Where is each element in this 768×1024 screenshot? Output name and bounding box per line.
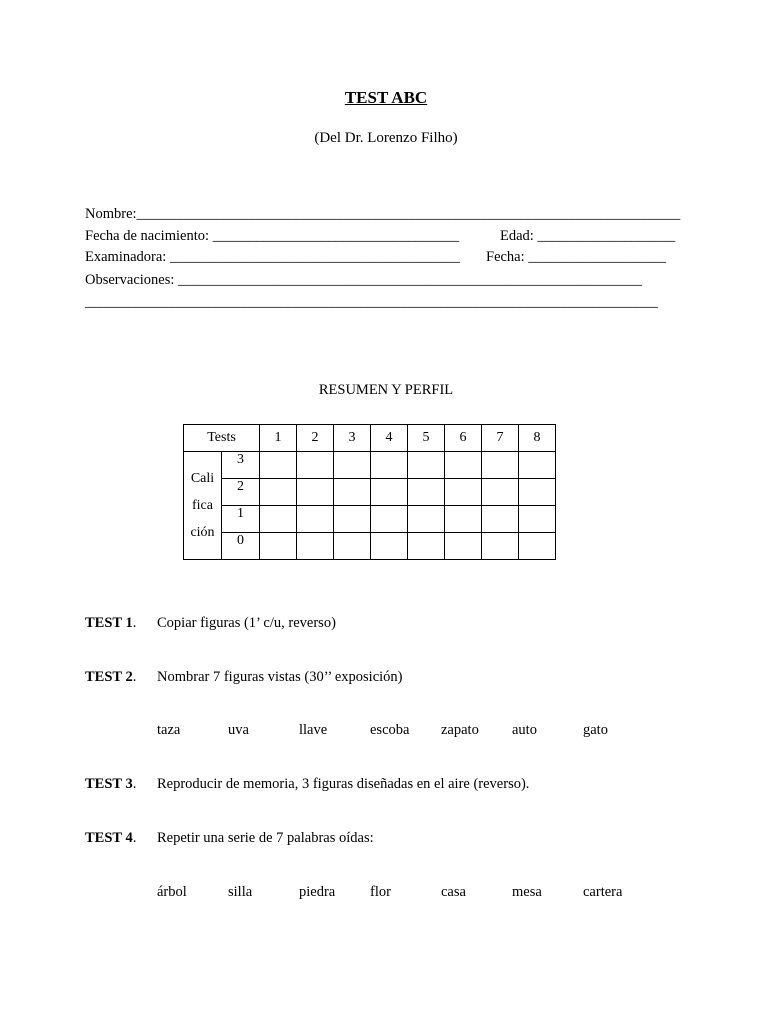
test-4-word: silla [228,884,253,900]
test-column-header: 1 [260,425,297,452]
test-4-word: piedra [299,884,336,900]
test-2-word: llave [299,722,328,738]
test-2-description: Nombrar 7 figuras vistas (30’’ exposición) [157,669,403,685]
test-column-header: 3 [334,425,371,452]
table-row [184,506,556,533]
test-4-description: Repetir una serie de 7 palabras oídas: [157,830,374,846]
grid-cell [519,479,556,506]
score-cell: 2 [222,479,260,506]
grid-cell [482,452,519,479]
tests-header-cell: Tests [184,425,260,452]
grid-cell [334,452,371,479]
grid-cell [371,506,408,533]
test-4-word: casa [441,884,466,900]
test-2-word: uva [228,722,249,738]
grid-cell [482,506,519,533]
calificacion-label-line: fica [192,498,213,513]
table-header-row [184,425,556,452]
test-1-description: Copiar figuras (1’ c/u, reverso) [157,615,336,631]
score-cell: 1 [222,506,260,533]
score-cell: 0 [222,533,260,560]
observaciones-field: Observaciones: ________________________________________________________________ [85,272,643,288]
observaciones-continuation-line: _______________________________________________________________________________ [85,294,658,310]
test-4-word: árbol [157,884,187,900]
grid-cell [519,533,556,560]
grid-cell [445,506,482,533]
grid-cell [371,533,408,560]
test-column-header: 8 [519,425,556,452]
test-2-word: taza [157,722,181,738]
grid-cell [297,479,334,506]
grid-cell [334,479,371,506]
grid-cell [260,533,297,560]
grid-cell [297,506,334,533]
grid-cell [260,506,297,533]
grid-cell [408,479,445,506]
test-2-word: escoba [370,722,410,738]
fecha-field: Fecha: ___________________ [486,249,667,265]
summary-title: RESUMEN Y PERFIL [318,382,454,398]
calificacion-label-line: ción [190,525,215,540]
test-3-description: Reproducir de memoria, 3 figuras diseñadas en el aire (reverso). [157,776,530,792]
grid-cell [371,479,408,506]
grid-cell [445,479,482,506]
table-row [184,479,556,506]
test-column-header: 4 [371,425,408,452]
test-2-label: TEST 2. [85,669,137,685]
grid-cell [297,452,334,479]
grid-cell [297,533,334,560]
calificacion-label [184,452,222,560]
test-column-header: 2 [297,425,334,452]
test-4-label: TEST 4. [85,830,137,846]
grid-cell [260,452,297,479]
document-title: TEST ABC [344,88,428,107]
grid-cell [445,533,482,560]
test-4-word: cartera [583,884,623,900]
test-4-word: mesa [512,884,542,900]
test-2-word: auto [512,722,537,738]
edad-field: Edad: ___________________ [500,228,676,244]
grid-cell [334,533,371,560]
grid-cell [334,506,371,533]
grid-cell [519,506,556,533]
test-2-word: zapato [441,722,479,738]
test-3-label: TEST 3. [85,776,137,792]
test-1-label: TEST 1. [85,615,137,631]
fecha-nacimiento-field: Fecha de nacimiento: __________________________________ [85,228,460,244]
summary-profile-table [183,424,556,560]
test-column-header: 7 [482,425,519,452]
nombre-field: Nombre:___________________________________________________________________________ [85,206,681,222]
document-subtitle: (Del Dr. Lorenzo Filho) [314,130,458,146]
test-2-word: gato [583,722,608,738]
grid-cell [519,452,556,479]
table-row [184,452,556,479]
grid-cell [482,479,519,506]
grid-cell [260,479,297,506]
examinadora-field: Examinadora: ________________________________________ [85,249,460,265]
test-4-word: flor [370,884,391,900]
grid-cell [408,533,445,560]
calificacion-label-line: Cali [190,471,215,486]
grid-cell [408,452,445,479]
test-column-header: 5 [408,425,445,452]
score-cell: 3 [222,452,260,479]
grid-cell [445,452,482,479]
grid-cell [482,533,519,560]
test-column-header: 6 [445,425,482,452]
table-row [184,533,556,560]
grid-cell [408,506,445,533]
grid-cell [371,452,408,479]
